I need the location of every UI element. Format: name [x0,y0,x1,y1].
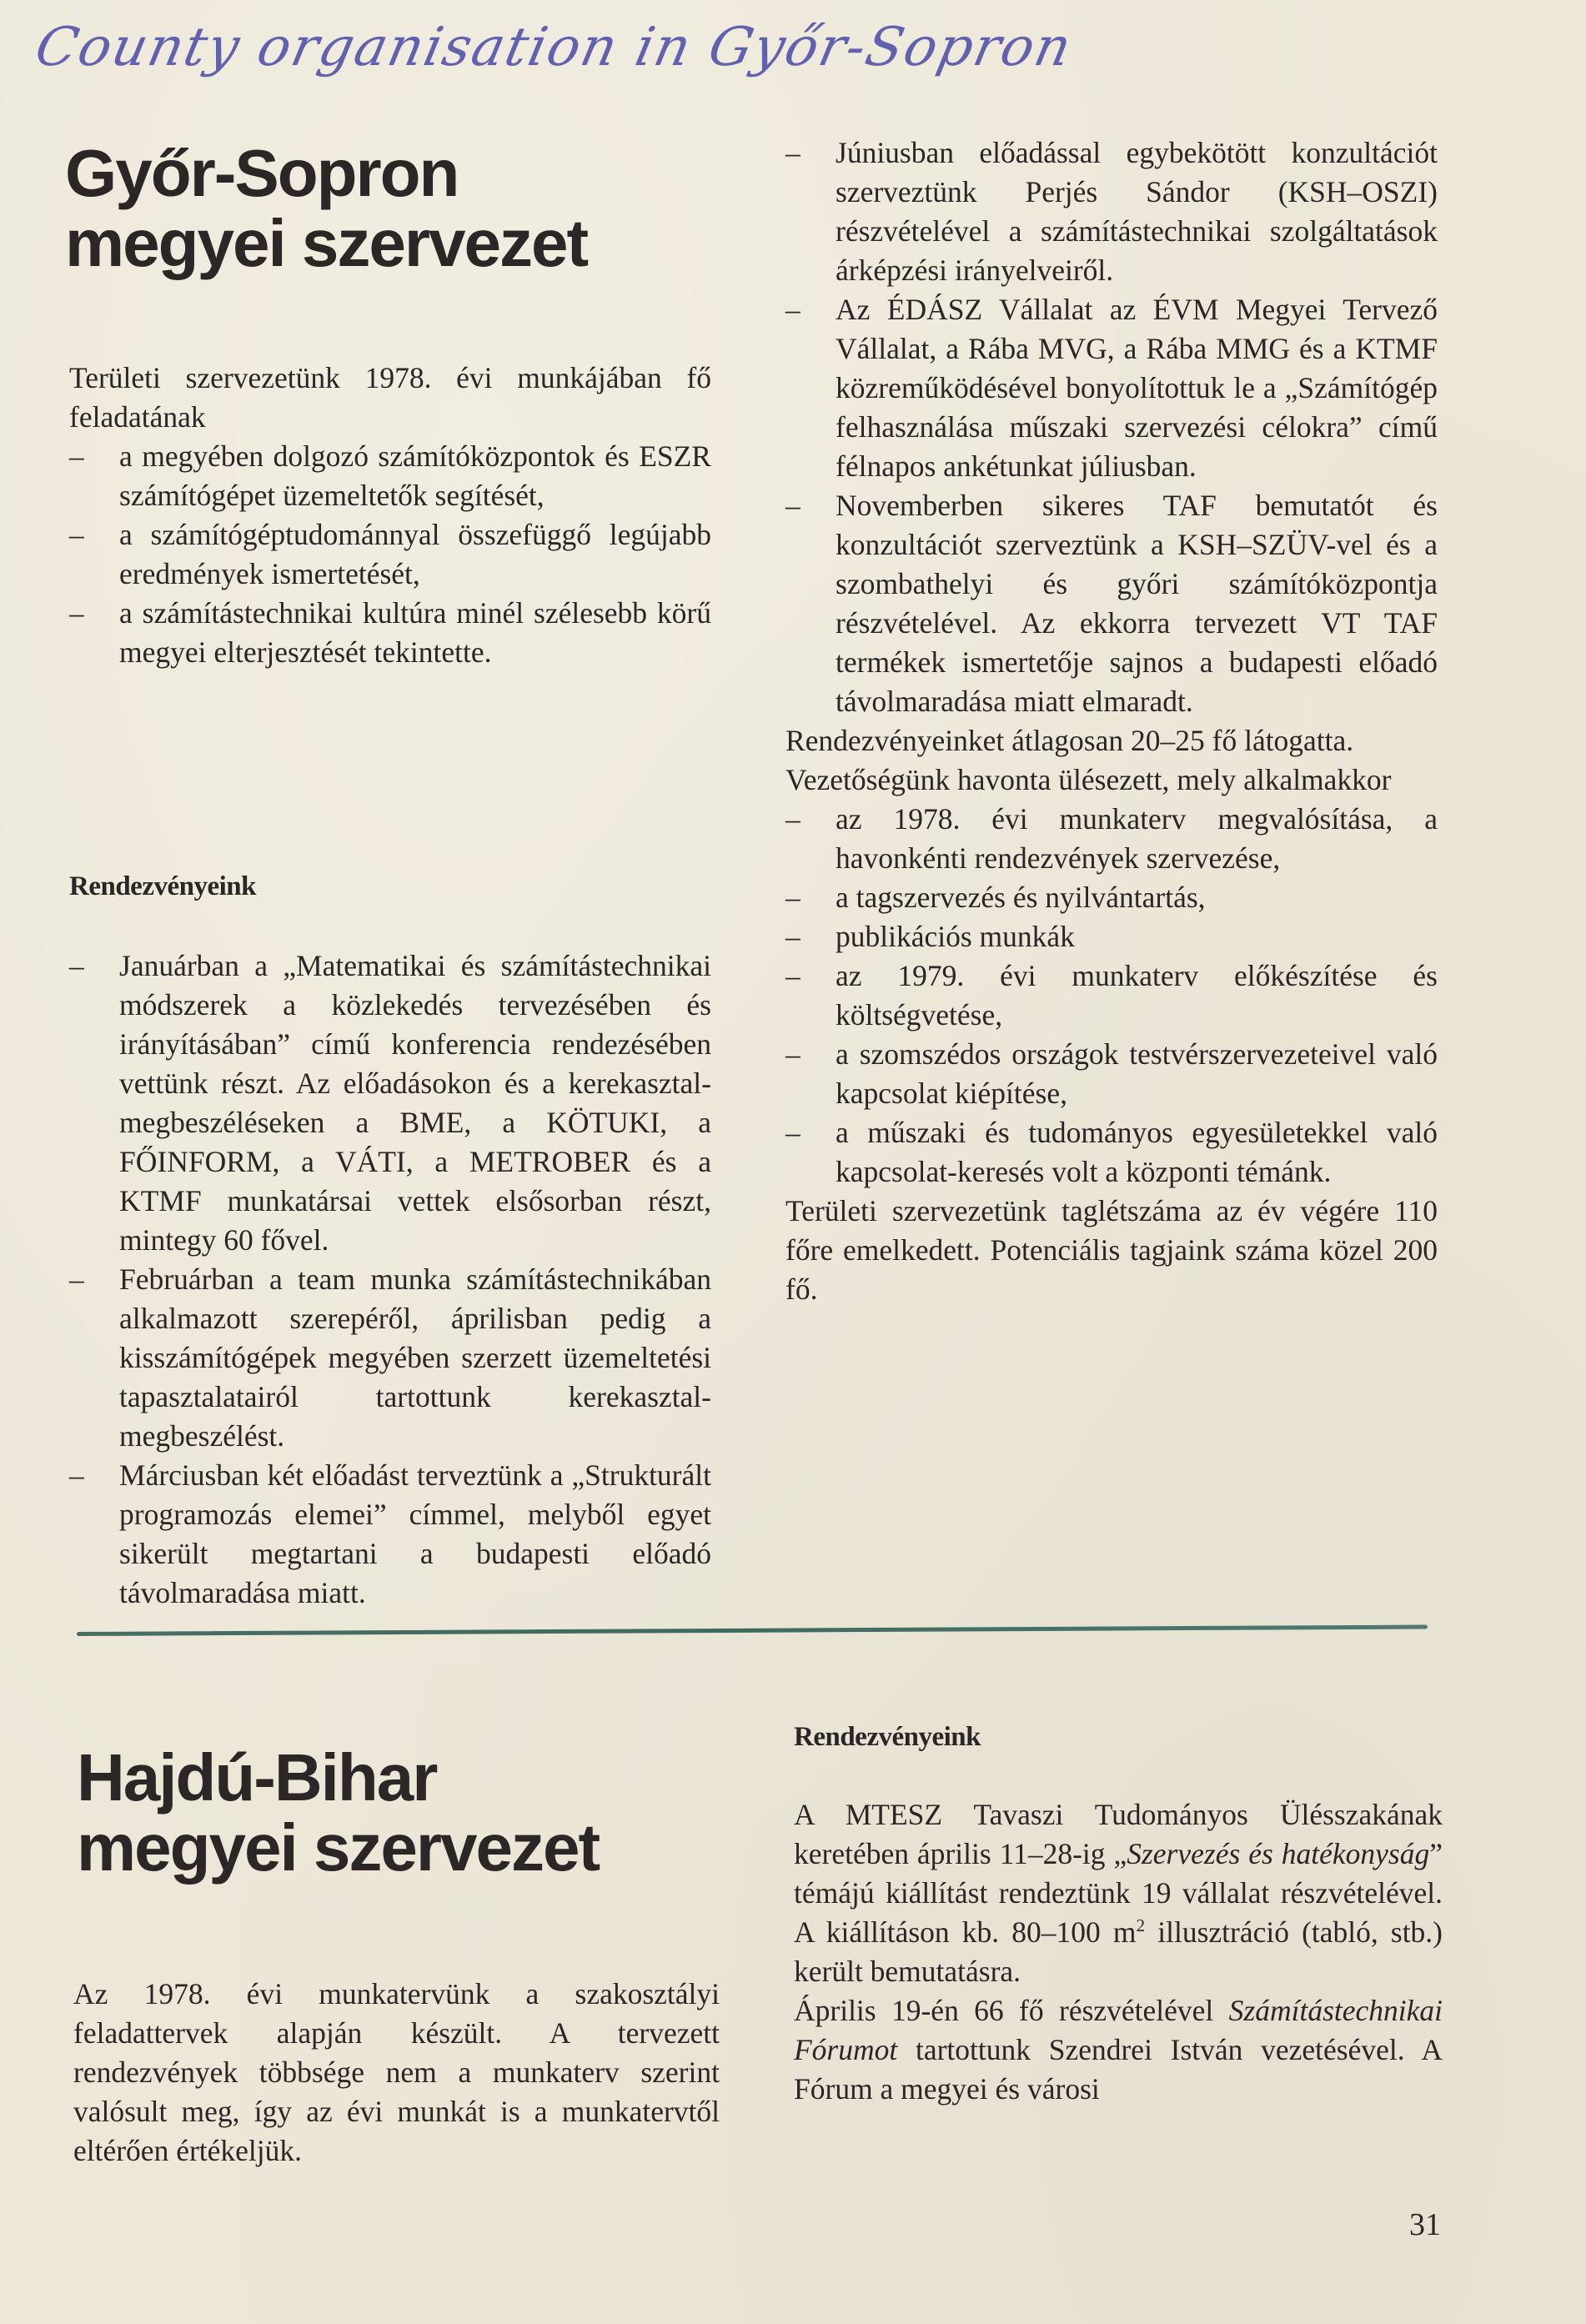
superscript: 2 [1136,1915,1146,1936]
leadership-topics-list [785,800,1438,1192]
events-list [69,946,711,1613]
topic-item: – a tagszervezés és nyilvántartás, [785,878,1438,917]
event-item: – Júniusban előadással egybekötött konzultációt szerveztünk Perjés Sándor (KSH–OSZI) részvételével a számítástechnikai szolgáltatások árképzési irányelveiről. [785,133,1438,290]
event-item: – Novemberben sikeres TAF bemutatót és konzultációt szerveztünk a KSH–SZÜV-vel és a szombathelyi és győri számítóközpontja részvételével. Az ekkorra tervezett VT TAF termékek ismertetője sajnos a budapesti előadó távolmaradása miatt elmaradt. [785,486,1438,721]
section-title-hajdu-bihar [77,1740,600,1885]
events-list-continued [785,133,1438,721]
event-item [69,1456,711,1613]
text: A MTESZ Tavaszi Tudományos Ülésszakának keretében április 11–28-ig „ [794,1798,1443,1870]
gyor-sopron-left-column [69,359,711,672]
events-heading: Rendezvényeink [69,871,256,901]
text: Április 19-én 66 fő részvételével [794,1994,1229,2027]
topic-item: – a szomszédos országok testvérszervezeteivel való kapcsolat kiépítése, [785,1035,1438,1113]
leadership-intro: Vezetőségünk havonta ülésezett, mely alkalmakkor [785,763,1392,796]
event-item: – Februárban a team munka számítástechnikában alkalmazott szerepéről, áprilisban pedig a kisszámítógépek megyében szerzett üzemeltetési tapasztalatairól tartottunk kerekasztal-megbeszélést. [69,1260,711,1456]
title-line-1: Hajdú-Bihar [77,1740,437,1815]
section-title-gyor-sopron [65,138,587,279]
exhibition-title: Szervezés és hatékonyság [1127,1837,1430,1870]
attendance-paragraph: Rendezvényeinket átlagosan 20–25 fő látogatta. [785,724,1354,757]
title-line-1: Győr-Sopron [65,136,459,210]
event-text: Márciusban két előadást terveztünk a „Strukturált programozás elemei” címmel, melyből egyet sikerült megtartani a budapesti előadó távolmaradása miatt. [119,1458,711,1609]
hajdu-bihar-right-column [794,1795,1443,2109]
forum-paragraph [794,1991,1443,2109]
page-number: 31 [1409,2207,1441,2242]
text: tartottunk Szendrei István vezetésével. A Fórum a megyei és városi [794,2033,1443,2106]
topic-item: – az 1978. évi munkaterv megvalósítása, a havonkénti rendezvények szervezése, [785,800,1438,878]
task-item: – a számítástechnikai kultúra minél szélesebb körű megyei elterjesztését tekintette. [69,594,711,672]
hajdu-bihar-left-column [73,1975,720,2171]
title-line-2: megyei szervezet [77,1810,600,1885]
event-item: – Az ÉDÁSZ Vállalat az ÉVM Megyei Tervező Vállalat, a Rába MVG, a Rába MMG és a KTMF közreműködésével bonyolítottuk le a „Számítógép felhasználása műszaki szervezési célokra” című félnapos ankétunkat júliusban. [785,290,1438,486]
intro-paragraph: Területi szervezetünk 1978. évi munkájában fő feladatának [69,361,711,434]
exhibition-paragraph [794,1795,1443,1991]
event-item: – Januárban a „Matematikai és számítástechnikai módszerek a közlekedés tervezésében és irányításában” című konferencia rendezésében vettünk részt. Az előadásokon és a kerekasztal-megbeszéléseken a BME, a KÖTUKI, a FŐINFORM, a VÁTI, a METROBER és a KTMF munkatársai vettek elsősorban részt, mintegy 60 fővel. [69,946,711,1260]
task-item: – a számítógéptudománnyal összefüggő legújabb eredmények ismertetését, [69,515,711,594]
text: illusztráció (tabló, stb.) került bemutatásra. [794,1915,1443,1988]
tasks-list [69,437,711,672]
topic-item: – a műszaki és tudományos egyesületekkel való kapcsolat-keresés volt a központi témánk. [785,1113,1438,1192]
gyor-sopron-events-left [69,946,711,1613]
title-line-2: megyei szervezet [65,206,588,280]
forum-title: Számítástechnikai Fórumot [794,1994,1443,2066]
task-item: – a megyében dolgozó számítóközpontok és ESZR számítógépet üzemeltetők segítését, [69,437,711,515]
text: ” témájú kiállítást rendeztünk 19 vállalat részvételével. A kiállításon kb. 80–100 m [794,1837,1443,1949]
topic-item: – az 1979. évi munkaterv előkészítése és költségvetése, [785,956,1438,1035]
intro-paragraph: Az 1978. évi munkatervünk a szakosztályi feladattervek alapján készült. A tervezett rendezvények többsége nem a munkaterv szerint valósult meg, így az évi munkát is a munkatervtől eltérően értékeljük. [73,1977,720,2167]
events-heading: Rendezvényeink [794,1722,981,1752]
membership-paragraph: Területi szervezetünk taglétszáma az év végére 110 főre emelkedett. Potenciális tagjaink száma közel 200 fő. [785,1194,1438,1306]
section-divider [77,1625,1428,1636]
topic-item: – publikációs munkák [785,917,1438,956]
gyor-sopron-right-column [785,133,1438,1309]
handwritten-annotation: County organisation in Győr-Sopron [29,17,1078,78]
